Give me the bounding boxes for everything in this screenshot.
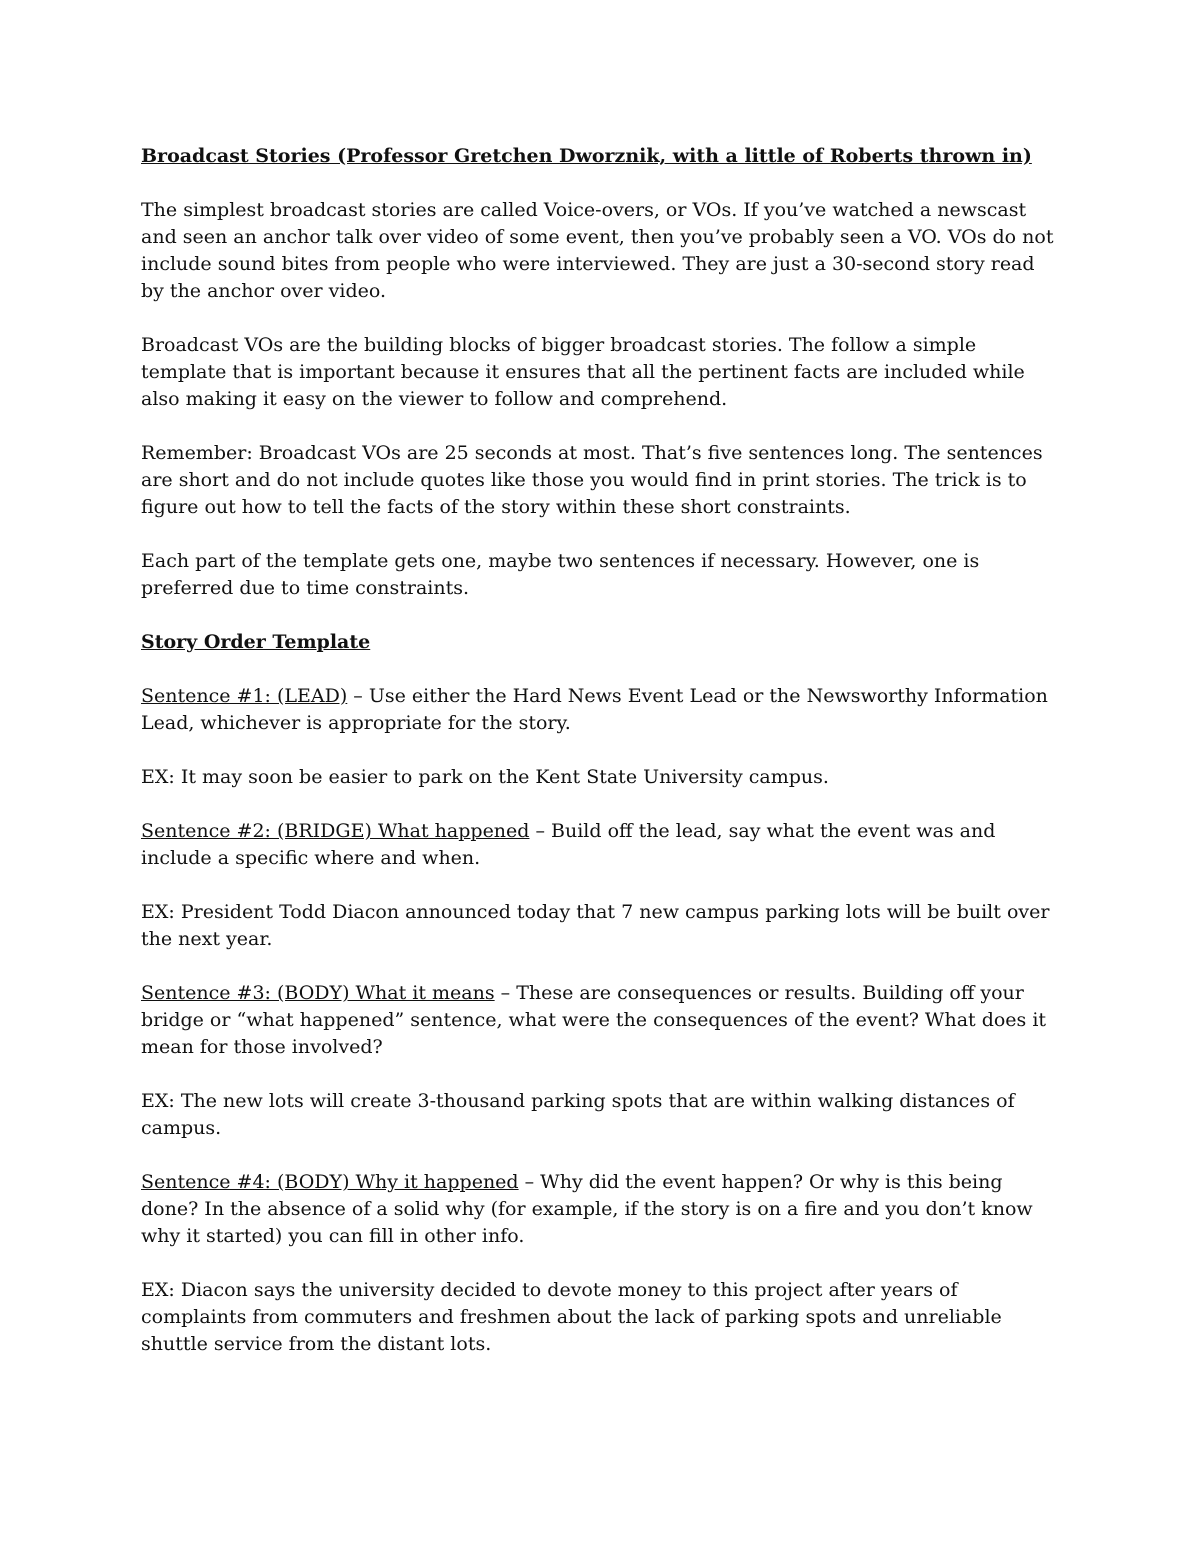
intro-paragraph-4: Each part of the template gets one, maybe two sentences if necessary. However, one is preferred due to time constraints. <box>141 550 980 599</box>
sentence-2-label: Sentence #2: (BRIDGE) What happened <box>141 820 530 842</box>
sentence-2-text: – Build off the lead, say what the event was and include a specific where and when. <box>141 820 996 869</box>
template-heading: Story Order Template <box>141 631 371 653</box>
intro-paragraph-1: The simplest broadcast stories are called Voice-overs, or VOs. If you’ve watched a newscast and seen an anchor talk over video of some event, then you’ve probably seen a VO. VOs do not include sound bites from people who were interviewed. They are just a 30-second story read by the anchor over video. <box>141 199 1054 302</box>
sentence-4-example: EX: Diacon says the university decided to devote money to this project after years of complaints from commuters and freshmen about the lack of parking spots and unreliable shuttle service from the distant lots. <box>141 1279 1002 1355</box>
sentence-1-text: – Use either the Hard News Event Lead or the Newsworthy Information Lead, whichever is appropriate for the story. <box>141 685 1048 734</box>
sentence-3-label: Sentence #3: (BODY) What it means <box>141 982 495 1004</box>
document-title: Broadcast Stories (Professor Gretchen Dworznik, with a little of Roberts thrown in) <box>141 145 1032 167</box>
sentence-2-description <box>141 818 1062 872</box>
intro-paragraph-3: Remember: Broadcast VOs are 25 seconds at most. That’s five sentences long. The sentences are short and do not include quotes like those you would find in print stories. The trick is to figure out how to tell the facts of the story within these short constraints. <box>141 442 1043 518</box>
sentence-3-text: – These are consequences or results. Building off your bridge or “what happened” sentence, what were the consequences of the event? What does it mean for those involved? <box>141 982 1047 1058</box>
sentence-1-label: Sentence #1: (LEAD) <box>141 685 348 707</box>
sentence-4-text: – Why did the event happen? Or why is this being done? In the absence of a solid why (for example, if the story is on a fire and you don’t know why it started) you can fill in other info. <box>141 1171 1033 1247</box>
sentence-4-label: Sentence #4: (BODY) Why it happened <box>141 1171 519 1193</box>
sentence-4-description <box>141 1169 1062 1250</box>
sentence-3-example: EX: The new lots will create 3-thousand parking spots that are within walking distances of campus. <box>141 1090 1015 1139</box>
sentence-1-example: EX: It may soon be easier to park on the Kent State University campus. <box>141 766 829 788</box>
sentence-1-description <box>141 683 1062 737</box>
intro-paragraph-2: Broadcast VOs are the building blocks of bigger broadcast stories. The follow a simple template that is important because it ensures that all the pertinent facts are included while also making it easy on the viewer to follow and comprehend. <box>141 334 1025 410</box>
sentence-3-description <box>141 980 1062 1061</box>
sentence-2-example: EX: President Todd Diacon announced today that 7 new campus parking lots will be built over the next year. <box>141 901 1050 950</box>
